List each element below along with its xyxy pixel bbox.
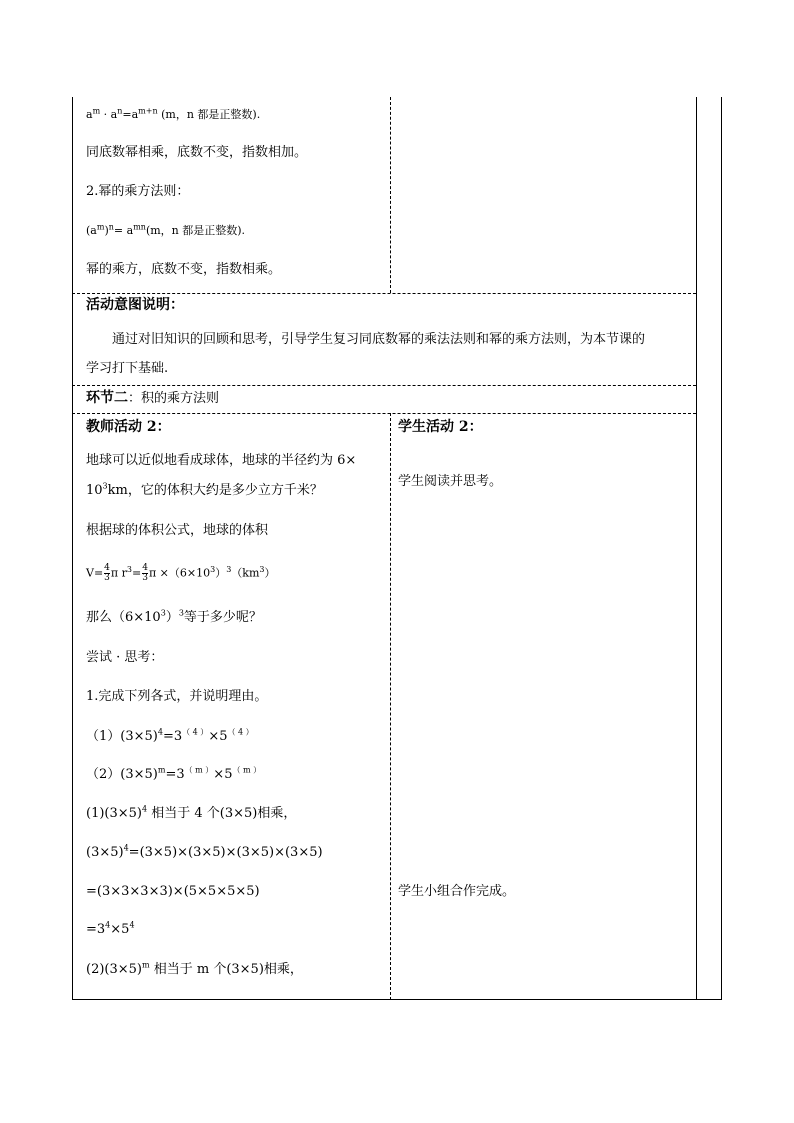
text: ） xyxy=(215,566,227,580)
sup: 4 xyxy=(142,804,148,814)
teacher-line xyxy=(86,806,296,822)
fraction xyxy=(142,564,148,583)
text: （km xyxy=(231,566,260,580)
text: 那么（6×10 xyxy=(86,610,161,625)
power-rule-text: 幂的乘方，底数不变，指数相乘。 xyxy=(86,262,282,277)
row-divider-1 xyxy=(72,293,696,294)
section2-title-bold: 环节二 xyxy=(86,390,128,406)
text: ×5 xyxy=(208,729,228,744)
text: π ×（6×10 xyxy=(148,566,211,580)
student-group-note: 学生小组合作完成。 xyxy=(398,884,516,899)
sup: 3 xyxy=(226,564,232,574)
teacher-line: =(3×3×3×3)×(5×5×5×5) xyxy=(86,884,260,899)
text: =3 xyxy=(165,767,185,782)
text: 等于多少呢？ xyxy=(183,610,262,625)
power-rule-formula xyxy=(86,223,245,239)
text: 10 xyxy=(86,483,103,498)
fraction xyxy=(104,564,110,583)
text: =3 xyxy=(162,729,183,744)
text: a xyxy=(86,108,93,121)
teacher-line: 根据球的体积公式，地球的体积 xyxy=(86,523,269,538)
sup: m xyxy=(157,765,166,775)
text: (1)(3×5) xyxy=(86,806,142,821)
intent-title: 活动意图说明： xyxy=(86,297,184,313)
sup: 3 xyxy=(126,564,132,574)
row-divider-3 xyxy=(72,413,696,414)
text: (a xyxy=(86,224,97,237)
sup: 4 xyxy=(129,920,135,930)
sup: 3 xyxy=(259,564,265,574)
text: （2）(3×5) xyxy=(86,767,158,782)
teacher-line xyxy=(86,729,254,745)
section2-title xyxy=(86,390,219,407)
sup: （ m ） xyxy=(232,765,262,775)
student-activity-title: 学生活动 2： xyxy=(398,419,483,435)
teacher-line xyxy=(86,483,323,499)
text: (m，n 都是正整数). xyxy=(145,224,246,237)
text: · a xyxy=(100,108,118,121)
text: （1）(3×5) xyxy=(86,729,158,744)
table-right-inner-border xyxy=(696,97,697,1000)
text: 相当于 4 个(3×5)相乘， xyxy=(147,806,297,821)
sup: 4 xyxy=(105,920,111,930)
power-rule-heading: 2.幂的乘方法则： xyxy=(86,184,190,199)
text: =3 xyxy=(86,922,106,937)
text: =(3×5)×(3×5)×(3×5)×(3×5) xyxy=(128,845,323,860)
teacher-line xyxy=(86,767,261,783)
sup: （ 4 ） xyxy=(227,727,254,737)
frac-num: 4 xyxy=(142,563,148,573)
sup: （ 4 ） xyxy=(182,727,209,737)
sup: m xyxy=(142,960,150,970)
teacher-line: 地球可以近似地看成球体，地球的半径约为 6× xyxy=(86,453,357,468)
sup: m xyxy=(96,222,105,232)
frac-num: 4 xyxy=(104,563,110,573)
text: ） xyxy=(264,566,276,580)
text: π r xyxy=(110,566,127,580)
sup: n xyxy=(108,222,114,232)
intent-paragraph-line1: 通过对旧知识的回顾和思考，引导学生复习同底数幂的乘法法则和幂的乘方法则，为本节课的 xyxy=(112,332,646,347)
sup: m+n xyxy=(138,106,158,116)
sup: 3 xyxy=(178,608,184,618)
text: ×5 xyxy=(110,922,130,937)
sup: 4 xyxy=(123,843,129,853)
teacher-line xyxy=(86,610,262,626)
text: =a xyxy=(122,108,139,121)
sup: （ m ） xyxy=(184,765,214,775)
text: 相当于 m 个(3×5)相乘， xyxy=(149,962,303,977)
teacher-line xyxy=(86,922,135,938)
column-divider-bottom xyxy=(390,413,391,1000)
teacher-activity-title: 教师活动 2： xyxy=(86,419,171,435)
text: = a xyxy=(113,224,134,237)
exponent-rule-text: 同底数幂相乘，底数不变，指数相加。 xyxy=(86,145,308,160)
sup: 3 xyxy=(160,608,166,618)
sup: 3 xyxy=(210,564,216,574)
sup: n xyxy=(117,106,123,116)
teacher-line: 尝试 · 思考： xyxy=(86,650,164,665)
column-divider-top xyxy=(390,97,391,293)
frac-den: 3 xyxy=(104,573,110,583)
teacher-line xyxy=(86,845,323,861)
intent-paragraph-line2: 学习打下基础. xyxy=(86,361,169,376)
text: = xyxy=(131,566,142,580)
section2-title-rest: ：积的乘方法则 xyxy=(128,391,220,406)
text: km，它的体积大约是多少立方千米？ xyxy=(107,483,323,498)
sup: 4 xyxy=(157,727,163,737)
sup: m xyxy=(92,106,101,116)
text: ) xyxy=(104,224,109,237)
row-divider-2 xyxy=(72,385,696,386)
text: (2)(3×5) xyxy=(86,962,142,977)
teacher-line xyxy=(86,962,303,978)
sup: 3 xyxy=(102,481,108,491)
student-reading-note: 学生阅读并思考。 xyxy=(398,474,503,489)
text: (3×5) xyxy=(86,845,124,860)
text: V= xyxy=(86,566,104,580)
volume-formula xyxy=(86,564,275,583)
text: ） xyxy=(165,610,179,625)
text: (m，n 都是正整数). xyxy=(157,108,261,121)
exponent-rule-formula xyxy=(86,107,260,123)
sup: mn xyxy=(133,222,146,232)
text: ×5 xyxy=(213,767,233,782)
teacher-line: 1.完成下列各式，并说明理由。 xyxy=(86,689,268,704)
frac-den: 3 xyxy=(142,573,148,583)
